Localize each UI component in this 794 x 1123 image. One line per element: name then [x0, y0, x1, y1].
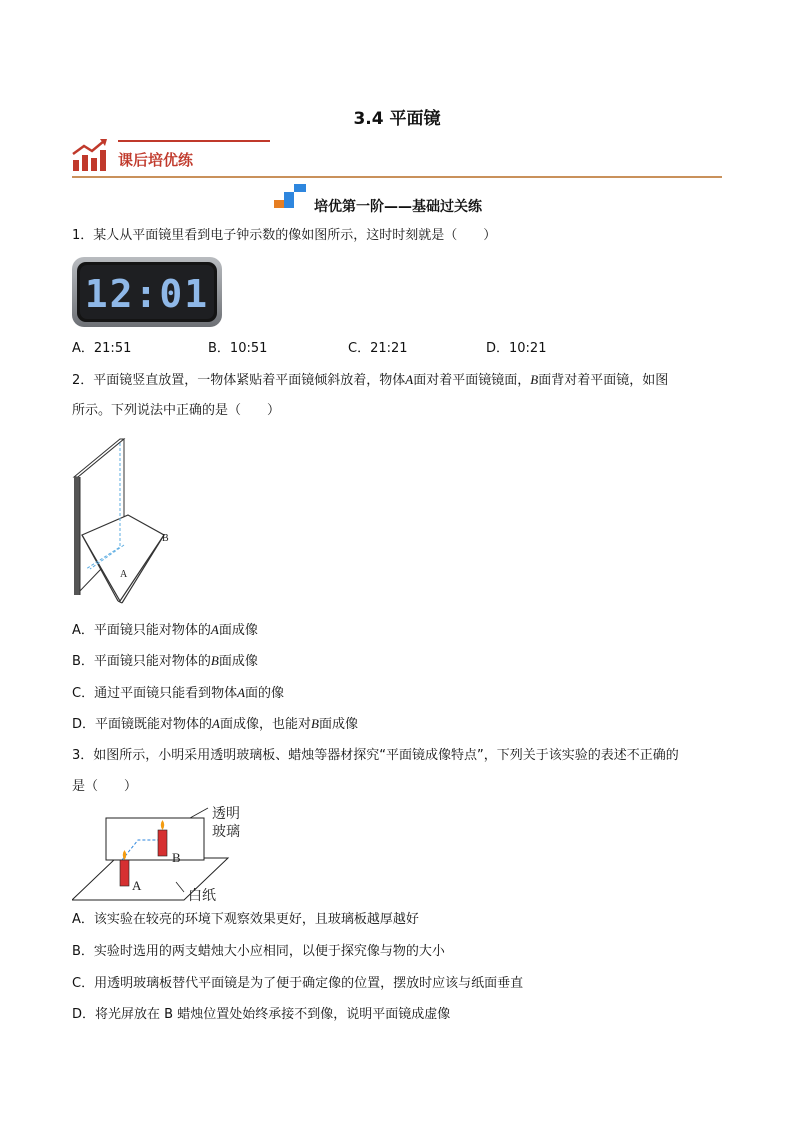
figure3-paper-label: 白纸 — [188, 888, 216, 904]
question-2-stem-line1: 2．平面镜竖直放置，一物体紧贴着平面镜倾斜放着，物体A面对着平面镜镜面，B面背对着平面镜，如图 — [72, 372, 669, 388]
figure2-label-a: A — [120, 569, 128, 580]
page-title: 3.4 平面镜 — [353, 109, 441, 129]
question-3-stem-line1: 3．如图所示，小明采用透明玻璃板、蜡烛等器材探究“平面镜成像特点”，下列关于该实验的表述不正确的 — [72, 748, 679, 763]
stage-header — [0, 180, 794, 216]
question-3-stem-line2: 是（ ） — [72, 779, 138, 794]
q1-option-d[interactable]: D．10:21 — [486, 341, 547, 356]
figure3-glass-label-2: 玻璃 — [212, 824, 240, 840]
q1-option-c[interactable]: C．21:21 — [348, 341, 408, 356]
q1-option-a[interactable]: A．21:51 — [72, 341, 132, 356]
rising-chart-icon — [72, 138, 108, 172]
q2-option-a[interactable]: A．平面镜只能对物体的A面成像 — [72, 622, 258, 638]
figure3-glass-label-1: 透明 — [212, 806, 240, 822]
section-rule — [72, 176, 722, 178]
section-title: 课后培优练 — [118, 151, 194, 169]
figure3-candle-a-label: A — [132, 878, 142, 893]
figure3-candle-b-label: B — [172, 850, 181, 865]
q1-option-b[interactable]: B．10:51 — [208, 341, 268, 356]
figure2-label-b: B — [162, 533, 169, 544]
question-2-stem-line2: 所示。下列说法中正确的是（ ） — [72, 403, 281, 418]
q2-option-b[interactable]: B．平面镜只能对物体的B面成像 — [72, 653, 258, 669]
stairs-icon — [274, 182, 310, 210]
clock-display: 12:01 — [84, 272, 210, 316]
q3-option-a[interactable]: A．该实验在较亮的环境下观察效果更好，且玻璃板越厚越好 — [72, 912, 419, 927]
mirror-object-figure — [72, 435, 182, 605]
q2-option-d[interactable]: D．平面镜既能对物体的A面成像，也能对B面成像 — [72, 716, 358, 732]
q2-option-c[interactable]: C．通过平面镜只能看到物体A面的像 — [72, 685, 285, 701]
question-1-stem: 1．某人从平面镜里看到电子钟示数的像如图所示，这时时刻就是（ ） — [72, 228, 497, 243]
q3-option-c[interactable]: C．用透明玻璃板替代平面镜是为了便于确定像的位置，摆放时应该与纸面垂直 — [72, 976, 524, 991]
candle-experiment-figure — [72, 800, 262, 906]
section-header — [72, 136, 722, 178]
q3-option-b[interactable]: B．实验时选用的两支蜡烛大小应相同，以便于探究像与物的大小 — [72, 944, 445, 959]
digital-clock-figure — [72, 257, 222, 327]
decorative-line — [118, 140, 270, 142]
q3-option-d[interactable]: D．将光屏放在 B 蜡烛位置处始终承接不到像，说明平面镜成虚像 — [72, 1007, 451, 1022]
stage-title: 培优第一阶——基础过关练 — [314, 199, 482, 215]
